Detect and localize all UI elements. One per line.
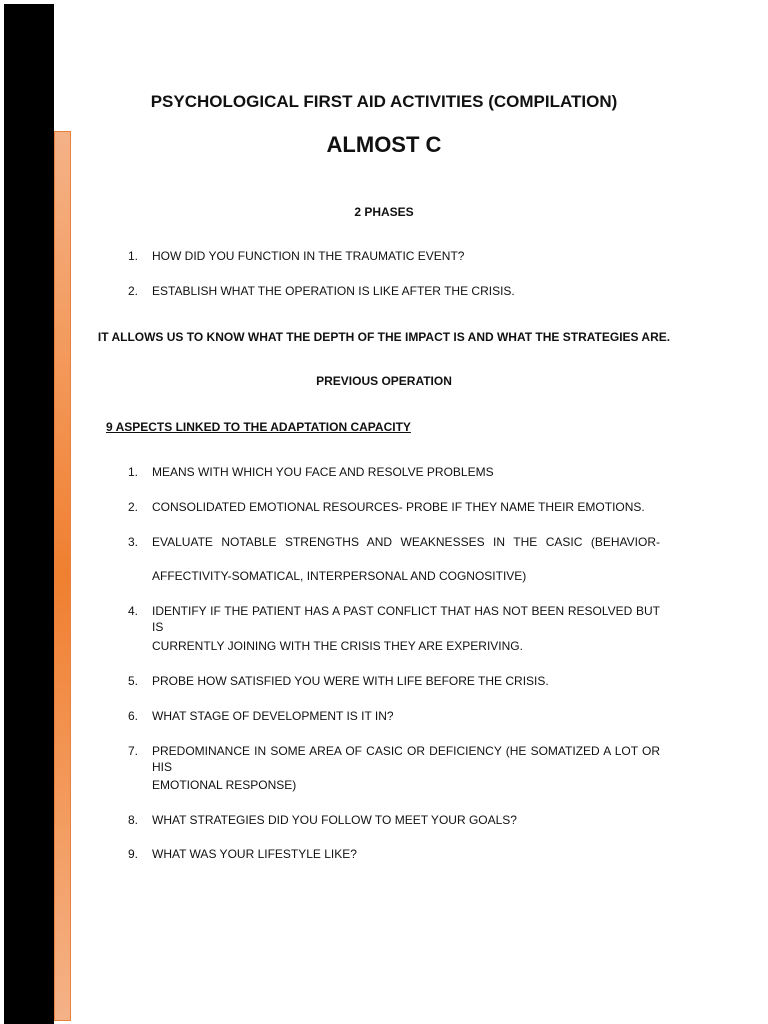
aspect-number: 8. (128, 813, 139, 827)
aspect-text: WHAT STAGE OF DEVELOPMENT IS IT IN? (152, 709, 394, 723)
aspect-text: MEANS WITH WHICH YOU FACE AND RESOLVE PROBLEMS (152, 465, 494, 479)
impact-statement: IT ALLOWS US TO KNOW WHAT THE DEPTH OF THE IMPACT IS AND WHAT THE STRATEGIES ARE. (97, 330, 671, 344)
aspect-text: WHAT WAS YOUR LIFESTYLE LIKE? (152, 847, 357, 861)
aspect-text-continuation: AFFECTIVITY-SOMATICAL, INTERPERSONAL AND COGNOSITIVE) (152, 569, 527, 583)
aspect-text-continuation: CURRENTLY JOINING WITH THE CRISIS THEY ARE EXPERIVING. (152, 639, 523, 653)
aspect-number: 3. (128, 535, 139, 549)
aspect-text-continuation: EMOTIONAL RESPONSE) (152, 778, 297, 792)
aspect-number: 9. (128, 847, 139, 861)
aspect-text: CONSOLIDATED EMOTIONAL RESOURCES- PROBE IF THEY NAME THEIR EMOTIONS. (152, 500, 645, 514)
aspect-number: 2. (128, 500, 139, 514)
aspect-text: PROBE HOW SATISFIED YOU WERE WITH LIFE BEFORE THE CRISIS. (152, 674, 549, 688)
aspect-number: 4. (128, 604, 139, 618)
phase-text: ESTABLISH WHAT THE OPERATION IS LIKE AFTER THE CRISIS. (152, 284, 515, 298)
document-subtitle: ALMOST C (326, 132, 442, 157)
document-content (97, 0, 671, 1024)
black-side-bar (4, 4, 54, 1024)
aspect-text: IDENTIFY IF THE PATIENT HAS A PAST CONFLICT THAT HAS NOT BEEN RESOLVED BUT IS (152, 604, 660, 634)
aspect-number: 7. (128, 744, 139, 758)
previous-operation-heading: PREVIOUS OPERATION (316, 374, 452, 388)
aspect-text: WHAT STRATEGIES DID YOU FOLLOW TO MEET YOUR GOALS? (152, 813, 517, 827)
phase-text: HOW DID YOU FUNCTION IN THE TRAUMATIC EVENT? (152, 249, 465, 263)
aspect-text: PREDOMINANCE IN SOME AREA OF CASIC OR DEFICIENCY (HE SOMATIZED A LOT OR HIS (152, 744, 660, 774)
aspect-number: 1. (128, 465, 139, 479)
aspects-heading: 9 ASPECTS LINKED TO THE ADAPTATION CAPACITY (106, 420, 411, 434)
phase-number: 1. (128, 249, 139, 263)
phase-number: 2. (128, 284, 139, 298)
orange-accent-bar (54, 131, 71, 1021)
aspect-number: 6. (128, 709, 139, 723)
phases-heading: 2 PHASES (354, 205, 414, 219)
aspect-number: 5. (128, 674, 139, 688)
aspect-text: EVALUATE NOTABLE STRENGTHS AND WEAKNESSES IN THE CASIC (BEHAVIOR- (152, 535, 660, 549)
document-title: PSYCHOLOGICAL FIRST AID ACTIVITIES (COMPILATION) (150, 92, 618, 111)
